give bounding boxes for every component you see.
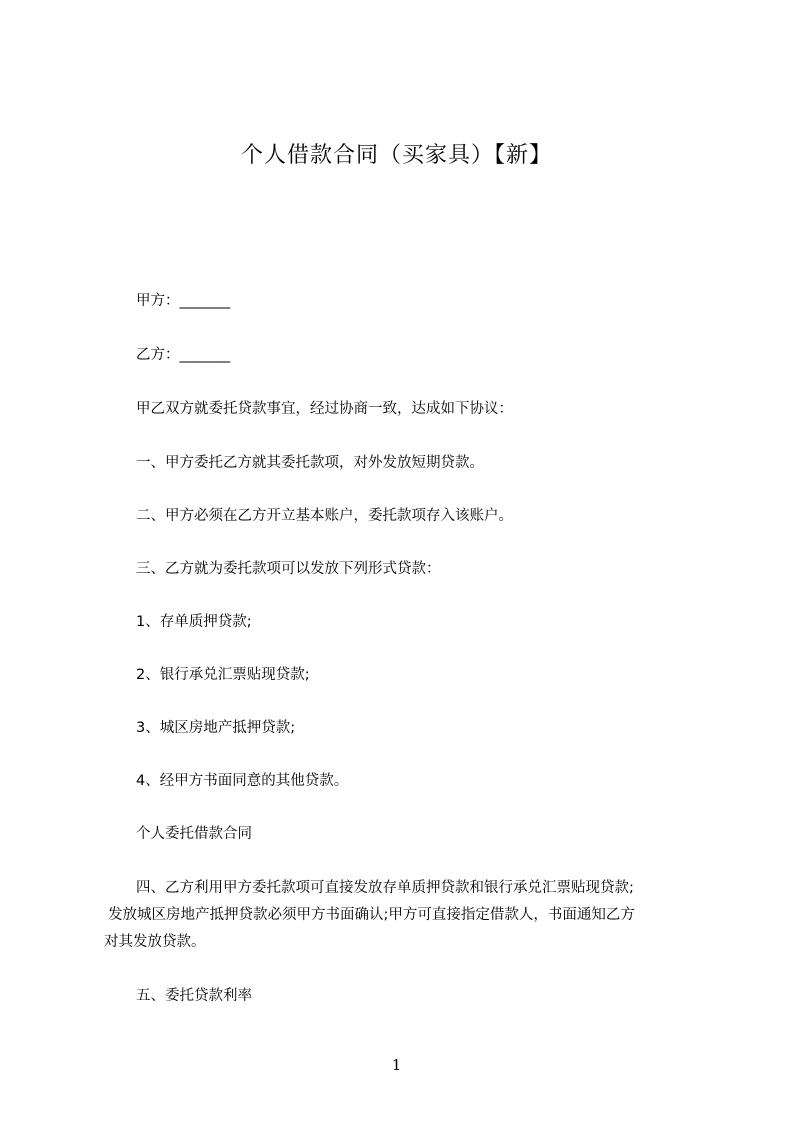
- subheading: 个人委托借款合同: [136, 826, 252, 842]
- page-number: 1: [391, 1056, 402, 1074]
- intro-paragraph: 甲乙双方就委托贷款事宜，经过协商一致，达成如下协议：: [136, 401, 513, 417]
- clause-1: 一、甲方委托乙方就其委托款项，对外发放短期贷款。: [136, 455, 484, 471]
- party-b-line: 乙方：_______: [136, 347, 231, 363]
- clause-4-line-2: 发放城区房地产抵押贷款必须甲方书面确认;甲方可直接指定借款人，书面通知乙方: [108, 907, 635, 923]
- clause-5: 五、委托贷款利率: [136, 988, 252, 1004]
- clause-4-line-1: 四、乙方利用甲方委托款项可直接发放存单质押贷款和银行承兑汇票贴现贷款;: [136, 880, 634, 896]
- list-item-4: 4、经甲方书面同意的其他贷款。: [136, 773, 349, 789]
- document-title: 个人借款合同（买家具）【新】: [240, 143, 552, 168]
- clause-3: 三、乙方就为委托款项可以发放下列形式贷款：: [136, 561, 441, 577]
- party-a-line: 甲方：_______: [136, 293, 231, 309]
- clause-4-line-3: 对其发放贷款。: [104, 934, 206, 950]
- list-item-2: 2、银行承兑汇票贴现贷款;: [136, 667, 310, 683]
- list-item-3: 3、城区房地产抵押贷款;: [136, 720, 296, 736]
- clause-2: 二、甲方必须在乙方开立基本账户，委托款项存入该账户。: [136, 508, 513, 524]
- list-item-1: 1、存单质押贷款;: [136, 614, 252, 630]
